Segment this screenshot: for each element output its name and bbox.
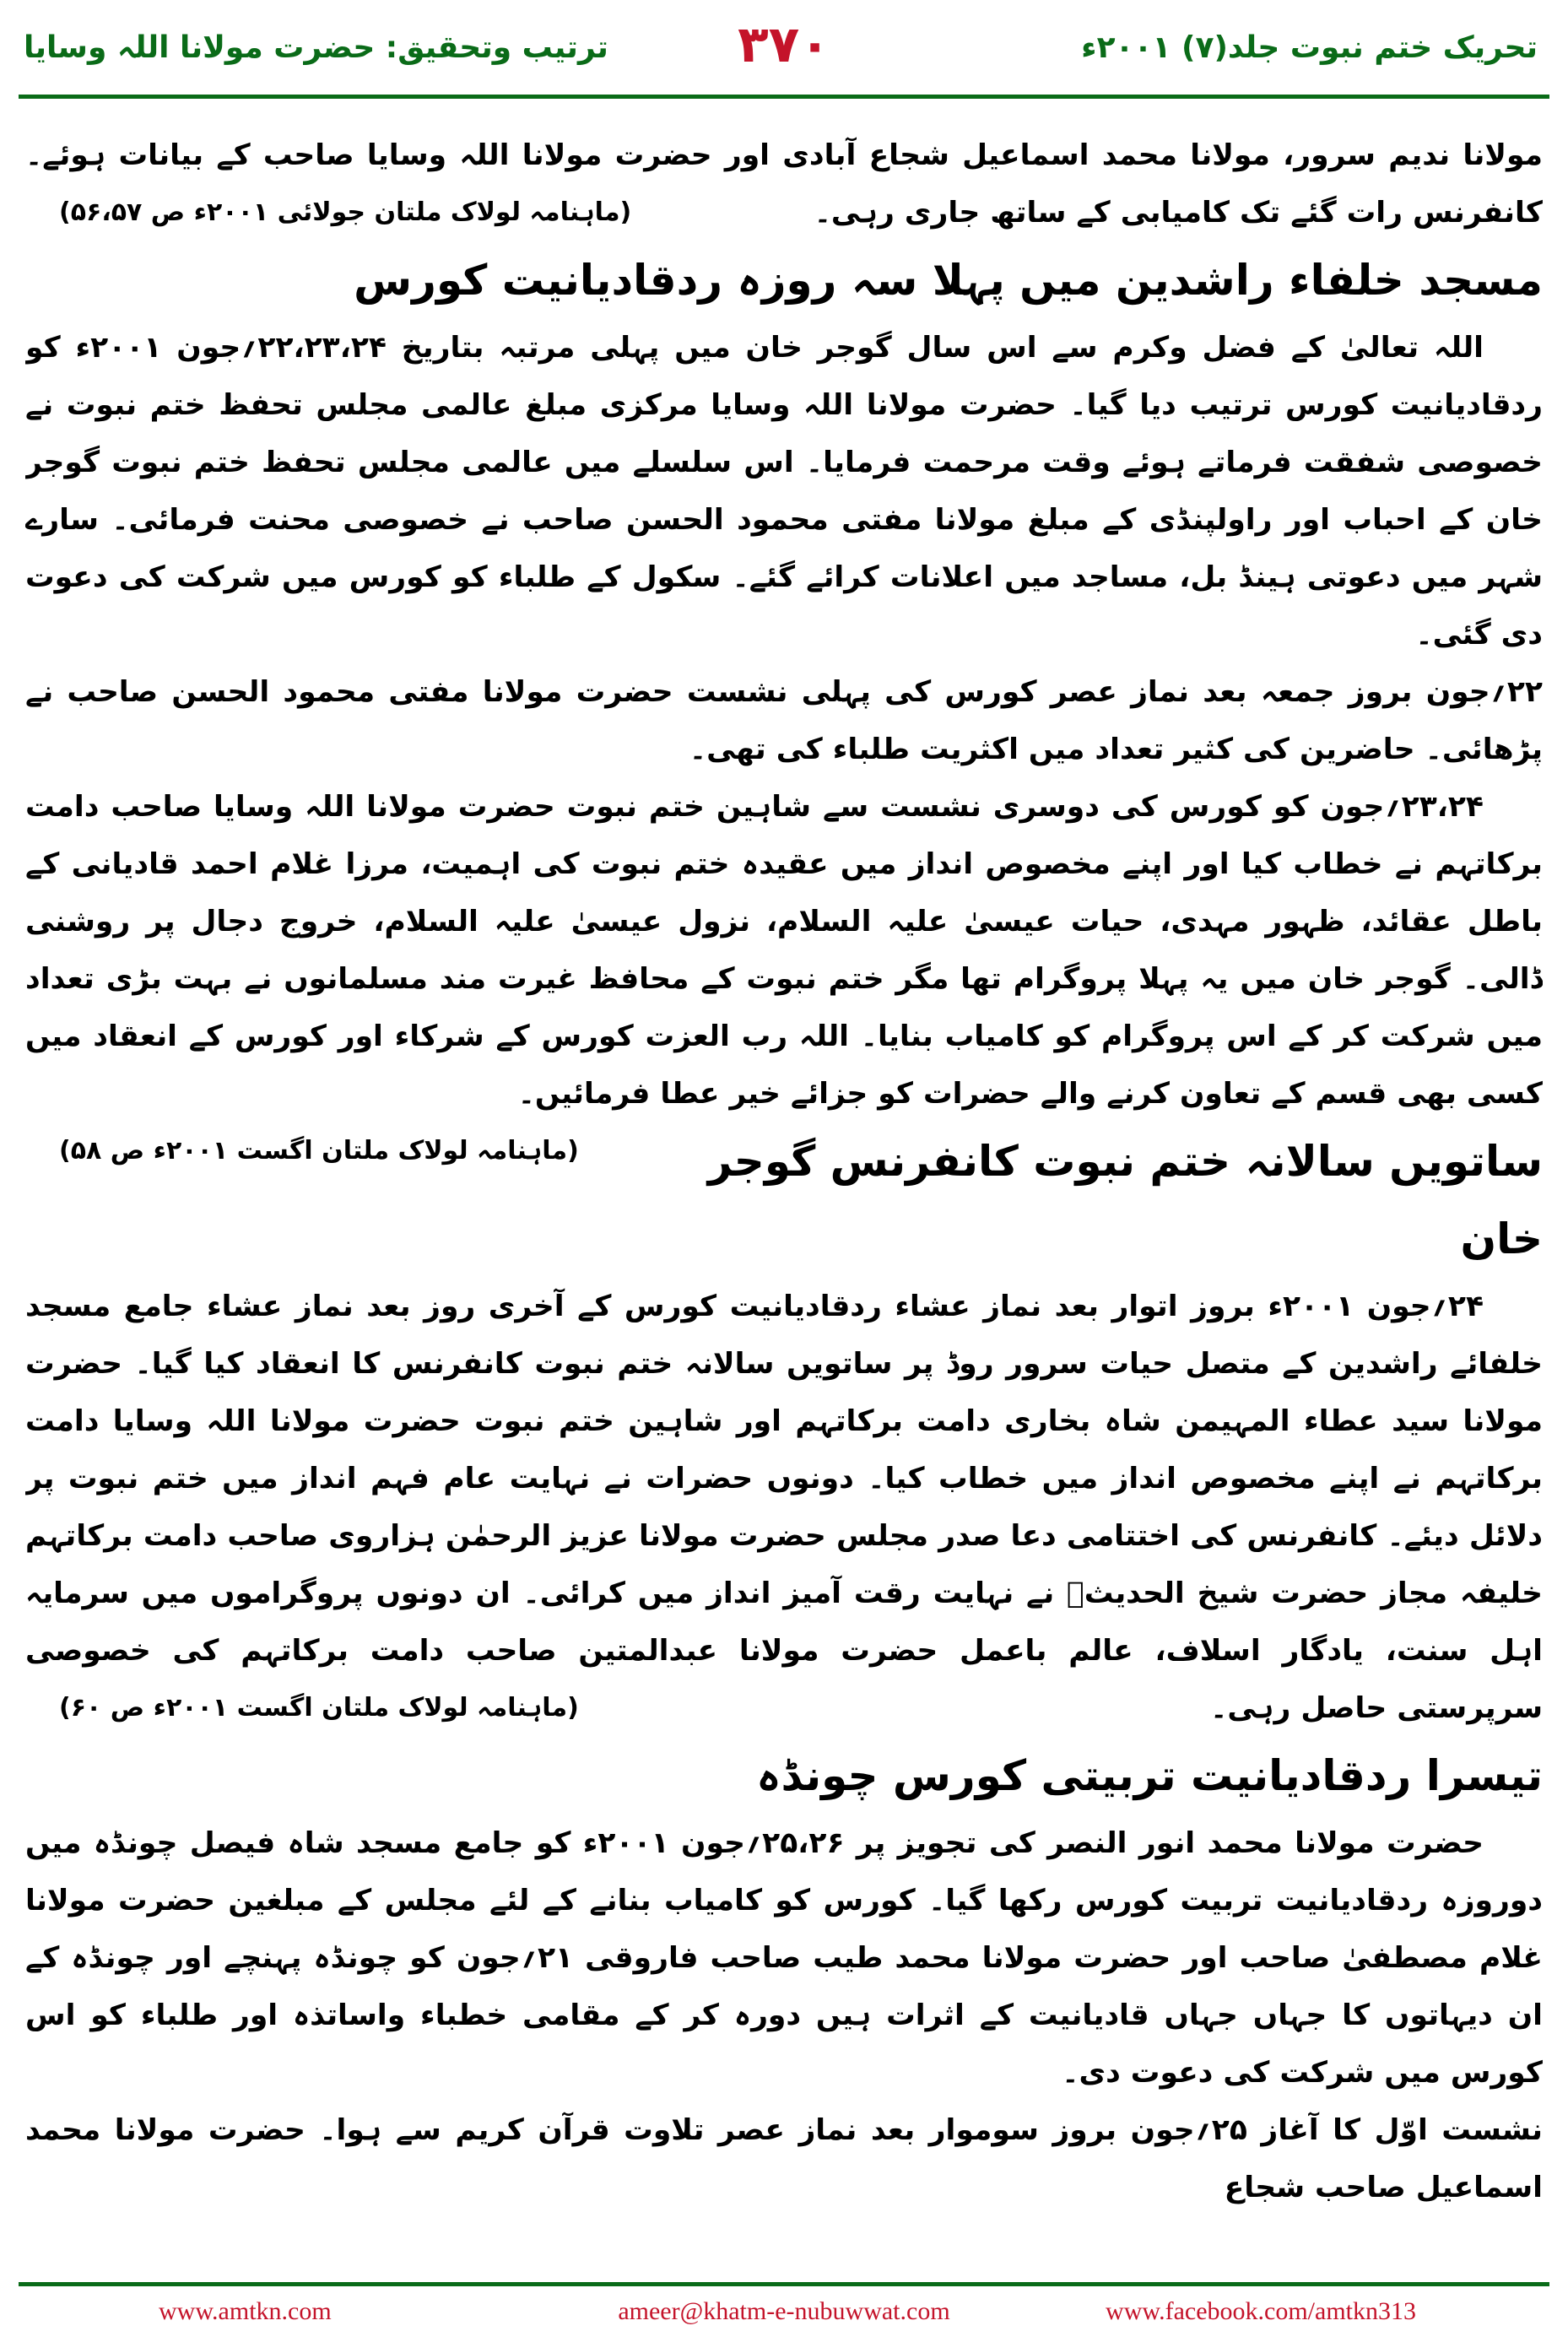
section2-paragraph-1-text: ۲۴؍جون ۲۰۰۱ء بروز اتوار بعد نماز عشاء ردقادیانیت کورس کے آخری روز بعد نماز عشاء جامع مسجد خلفائے راشدین کے متصل حیات سرور روڈ پر ساتویں سالانہ ختم نبوت کانفرنس کا انعقاد کیا گیا۔ حضرت مولانا سید عطاء المہیمن شاہ بخاری دامت برکاتہم اور شاہین ختم نبوت حضرت مولانا اللہ وسایا دامت برکاتہم نے اپنے مخصوص انداز میں خطاب کیا۔ دونوں حضرات نے نہایت عام فہم انداز میں ختم نبوت پر دلائل دیئے۔ کانفرنس کی اختتامی دعا صدر مجلس حضرت مولانا عزیز الرحمٰن ہزاروی صاحب دامت برکاتہم خلیفہ مجاز حضرت شیخ الحدیثؒ نے نہایت رقت آمیز انداز میں کرائی۔ ان دونوں پروگراموں میں سرمایہ اہل سنت، یادگار اسلاف، عالم باعمل حضرت مولانا عبدالمتین صاحب دامت برکاتہم کی خصوصی سرپرستی حاصل رہی۔ (25, 1290, 1543, 1725)
page-content (25, 127, 1543, 2270)
section2-reference: (ماہنامہ لولاک ملتان اگست ۲۰۰۱ء ص ۶۰) (59, 1693, 579, 1723)
section1-paragraph-1: اللہ تعالیٰ کے فضل وکرم سے اس سال گوجر خان میں پہلی مرتبہ بتاریخ ۲۲،۲۳،۲۴؍جون ۲۰۰۱ء کو ردقادیانیت کورس ترتیب دیا گیا۔ حضرت مولانا اللہ وسایا مرکزی مبلغ عالمی مجلس تحفظ ختم نبوت نے خصوصی شفقت فرماتے ہوئے وقت مرحمت فرمایا۔ اس سلسلے میں عالمی مجلس تحفظ ختم نبوت گوجر خان کے احباب اور راولپنڈی کے مبلغ مولانا مفتی محمود الحسن صاحب نے خصوصی محنت فرمائی۔ سارے شہر میں دعوتی ہینڈ بل، مساجد میں اعلانات کرائے گئے۔ سکول کے طلباء کو کورس میں شرکت کی دعوت دی گئی۔ (25, 331, 1543, 652)
intro-paragraph (25, 127, 1543, 241)
section3-paragraph-2: نشست اوّل کا آغاز ۲۵؍جون بروز سوموار بعد نماز عصر تلاوت قرآن کریم سے ہوا۔ حضرت مولانا محمد اسماعیل صاحب شجاع (25, 2113, 1543, 2204)
section3-paragraph-1: حضرت مولانا محمد انور النصر کی تجویز پر ۲۵،۲۶؍جون ۲۰۰۱ء کو جامع مسجد شاہ فیصل چونڈہ میں دوروزہ ردقادیانیت تربیت کورس رکھا گیا۔ کورس کو کامیاب بنانے کے لئے مجلس کے مبلغین حضرت مولانا غلام مصطفیٰ صاحب اور حضرت مولانا محمد طیب صاحب فاروقی ۲۱؍جون کو چونڈہ پہنچے اور چونڈہ کے ان دیہاتوں کا جہاں جہاں قادیانیت کے اثرات ہیں دورہ کر کے مقامی خطباء واساتذہ اور طلباء کو اس کورس میں شرکت کی دعوت دی۔ (25, 1826, 1543, 2090)
page-header (0, 0, 1568, 100)
section2-heading: ساتویں سالانہ ختم نبوت کانفرنس گوجر خان (707, 1137, 1543, 1263)
section2-paragraph-1 (25, 1278, 1543, 1737)
page-footer (0, 2289, 1568, 2339)
footer-divider (19, 2282, 1549, 2286)
header-divider (19, 95, 1549, 99)
section1-heading: مسجد خلفاء راشدین میں پہلا سہ روزہ ردقادیانیت کورس (354, 256, 1543, 305)
section1-paragraph-3-text: ۲۳،۲۴؍جون کو کورس کی دوسری نشست سے شاہین ختم نبوت حضرت مولانا اللہ وسایا صاحب دامت برکاتہم نے خطاب کیا اور اپنے مخصوص انداز میں عقیدہ ختم نبوت کی اہمیت، مرزا غلام احمد قادیانی کے باطل عقائد، ظہور مہدی، حیات عیسیٰ علیہ السلام، نزول عیسیٰ علیہ السلام، خروج دجال پر روشنی ڈالی۔ گوجر خان میں یہ پہلا پروگرام تھا مگر ختم نبوت کے محافظ غیرت مند مسلمانوں نے بہت بڑی تعداد میں شرکت کر کے اس پروگرام کو کامیاب بنایا۔ اللہ رب العزت کورس کے شرکاء اور کورس کے انعقاد میں کسی بھی قسم کے تعاون کرنے والے حضرات کو جزائے خیر عطا فرمائیں۔ (25, 790, 1543, 1111)
section1-paragraph-2: ۲۲؍جون بروز جمعہ بعد نماز عصر کورس کی پہلی نشست حضرت مولانا مفتی محمود الحسن صاحب نے پڑھائی۔ حاضرین کی کثیر تعداد میں اکثریت طلباء کی تھی۔ (25, 675, 1543, 766)
website-link[interactable]: www.amtkn.com (159, 2297, 332, 2325)
facebook-link[interactable]: www.facebook.com/amtkn313 (1106, 2297, 1416, 2325)
compiler-credit: ترتیب وتحقیق: حضرت مولانا اللہ وسایا (24, 30, 608, 65)
section1-paragraph-3 (25, 778, 1543, 1166)
intro-reference: (ماہنامہ لولاک ملتان جولائی ۲۰۰۱ء ص ۵۶،۵۷) (59, 197, 632, 227)
section3-heading: تیسرا ردقادیانیت تربیتی کورس چونڈہ (756, 1751, 1543, 1800)
section1-reference: (ماہنامہ لولاک ملتان اگست ۲۰۰۱ء ص ۵۸) (59, 1136, 579, 1166)
intro-text: مولانا ندیم سرور، مولانا محمد اسماعیل شجاع آبادی اور حضرت مولانا اللہ وسایا صاحب کے بیانات ہوئے۔ کانفرنس رات گئے تک کامیابی کے ساتھ جاری رہی۔ (25, 138, 1543, 230)
email-link[interactable]: ameer@khatm-e-nubuwwat.com (618, 2297, 950, 2325)
book-title: تحریک ختم نبوت جلد(۷) ۲۰۰۱ء (1081, 30, 1538, 65)
page-number: ۳۷۰ (738, 15, 830, 74)
